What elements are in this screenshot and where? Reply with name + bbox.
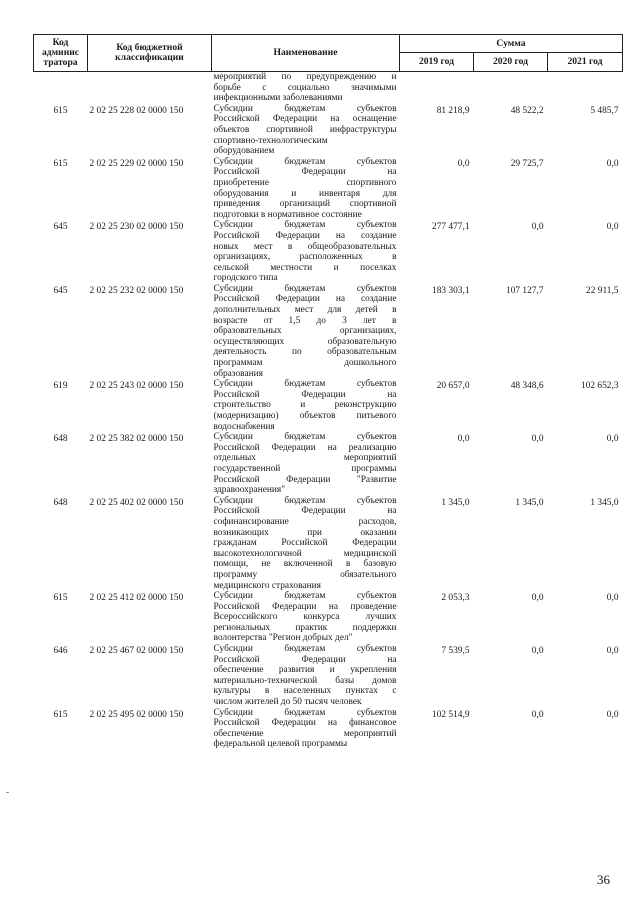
scan-mark: [6, 792, 9, 793]
name-line: приведения организаций спортивной: [213, 199, 397, 210]
name-line: программам дошкольного: [213, 358, 397, 369]
amount-2021-cell: 1 345,0: [590, 497, 619, 508]
name-line: возникающих при оказании: [213, 527, 397, 538]
budget-code-cell: [88, 72, 212, 104]
name-line: Российской Федерации на: [213, 654, 397, 665]
table-row: [34, 591, 623, 644]
budget-code-cell: 2 02 25 412 02 0000 150: [89, 593, 184, 604]
amount-2019-cell: 0,0: [457, 434, 470, 445]
amount-2021-cell: 5 485,7: [590, 105, 619, 116]
name-line: возрасте от 1,5 до 3 лет в: [213, 315, 397, 326]
name-line: приобретение спортивного: [213, 177, 397, 188]
name-line: программу обязательного: [213, 569, 397, 580]
header-year-2021: 2021 год: [548, 53, 623, 72]
name-line: Российской Федерации на: [213, 167, 397, 178]
amount-2020-cell: 0,0: [531, 222, 544, 233]
admin-code-cell: 615: [53, 158, 68, 169]
name-line: Субсидии бюджетам субъектов: [213, 432, 397, 443]
amount-2020-cell: 0,0: [531, 646, 544, 657]
name-line: Субсидии бюджетам субъектов: [213, 495, 397, 506]
amount-2019-cell: 7 539,5: [441, 646, 470, 657]
name-line: региональных практик поддержки: [213, 622, 397, 633]
budget-code-cell: 2 02 25 402 02 0000 150: [89, 497, 184, 508]
table-row: [34, 284, 623, 379]
name-line: спортивно-технологическим: [213, 135, 328, 146]
name-line: материально-технической базы домов: [213, 675, 397, 686]
admin-code-cell: 648: [53, 497, 68, 508]
name-cell: [212, 72, 400, 104]
name-line: Российской Федерации на оснащение: [213, 114, 397, 125]
amount-2019-cell: 0,0: [457, 158, 470, 169]
header-sum: Сумма: [400, 35, 623, 53]
name-line: Российской Федерации "Развитие: [213, 474, 397, 485]
name-line: Российской Федерации на проведение: [213, 601, 397, 612]
admin-code-cell: 646: [53, 646, 68, 657]
amount-2020-cell: [474, 72, 548, 104]
name-line: Российской Федерации на создание: [213, 230, 397, 241]
amount-2021-cell: 0,0: [606, 434, 619, 445]
name-line: культуры в населенных пунктах с: [213, 686, 397, 697]
name-line: оборудованием: [213, 146, 275, 157]
admin-code-cell: 645: [53, 285, 68, 296]
budget-code-cell: 2 02 25 232 02 0000 150: [89, 285, 184, 296]
admin-code-cell: [34, 72, 88, 104]
name-cell: [212, 496, 400, 591]
budget-code-cell: 2 02 25 382 02 0000 150: [89, 434, 184, 445]
name-line: обеспечение развития и укрепления: [213, 665, 397, 676]
name-line: отдельных мероприятий: [213, 453, 397, 464]
name-cell: [212, 379, 400, 432]
name-line: Субсидии бюджетам субъектов: [213, 379, 397, 390]
name-cell: [212, 708, 400, 750]
amount-2020-cell: 107 127,7: [506, 285, 544, 296]
amount-2021-cell: 102 652,3: [581, 381, 619, 392]
table-header: [34, 35, 623, 72]
amount-2019-cell: 277 477,1: [432, 222, 470, 233]
budget-code-cell: 2 02 25 230 02 0000 150: [89, 222, 184, 233]
name-line: Субсидии бюджетам субъектов: [213, 591, 397, 602]
amount-2021-cell: 0,0: [606, 158, 619, 169]
name-line: образовательных организациях,: [213, 326, 397, 337]
amount-2021-cell: 0,0: [606, 222, 619, 233]
name-line: высокотехнологичной медицинской: [213, 548, 397, 559]
table-row: [34, 496, 623, 591]
name-line: числом жителей до 50 тысяч человек: [213, 697, 362, 708]
name-line: софинансирование расходов,: [213, 516, 397, 527]
admin-code-cell: 615: [53, 105, 68, 116]
amount-2020-cell: 48 348,6: [510, 381, 544, 392]
name-cell: [212, 104, 400, 157]
name-line: сельской местности и поселках: [213, 262, 397, 273]
name-line: инфекционными заболеваниями: [213, 93, 343, 104]
header-admin-code: Код админис тратора: [34, 35, 88, 72]
name-line: здравоохранения": [213, 485, 286, 496]
table-row: [34, 104, 623, 157]
amount-2020-cell: 48 522,2: [510, 105, 544, 116]
amount-2021-cell: 0,0: [606, 709, 619, 720]
amount-2019-cell: [400, 72, 474, 104]
amount-2019-cell: 2 053,3: [441, 593, 470, 604]
amount-2019-cell: 20 657,0: [436, 381, 470, 392]
budget-table: [33, 34, 623, 750]
header-year-2020: 2020 год: [474, 53, 548, 72]
amount-2020-cell: 0,0: [531, 434, 544, 445]
name-line: помощи, не включенной в базовую: [213, 559, 397, 570]
table-row: [34, 644, 623, 708]
amount-2019-cell: 102 514,9: [432, 709, 470, 720]
name-line: федеральной целевой программы: [213, 739, 348, 750]
budget-code-cell: 2 02 25 229 02 0000 150: [89, 158, 184, 169]
name-line: (модернизацию) объектов питьевого: [213, 411, 397, 421]
amount-2021-cell: [548, 72, 623, 104]
budget-code-cell: 2 02 25 243 02 0000 150: [89, 381, 184, 392]
amount-2021-cell: 0,0: [606, 646, 619, 657]
table-row: [34, 708, 623, 750]
name-line: государственной программы: [213, 463, 397, 474]
name-cell: [212, 644, 400, 708]
name-line: Субсидии бюджетам субъектов: [213, 220, 397, 231]
name-line: Субсидии бюджетам субъектов: [213, 707, 397, 718]
amount-2020-cell: 0,0: [531, 593, 544, 604]
name-line: подготовки в нормативное состояние: [213, 209, 362, 220]
name-line: объектов спортивной инфраструктуры: [213, 124, 397, 135]
name-line: Субсидии бюджетам субъектов: [213, 156, 397, 167]
admin-code-cell: 619: [53, 381, 68, 392]
name-line: новых мест в общеобразовательных: [213, 241, 397, 252]
page-number: 36: [597, 872, 610, 887]
name-line: гражданам Российской Федерации: [213, 538, 397, 549]
name-line: медицинского страхования: [213, 580, 321, 591]
admin-code-cell: 648: [53, 434, 68, 445]
name-line: Российской Федерации на реализацию: [213, 442, 397, 453]
amount-2019-cell: 183 303,1: [432, 285, 470, 296]
name-line: Субсидии бюджетам субъектов: [213, 283, 397, 294]
name-line: Российской Федерации на создание: [213, 294, 397, 305]
name-line: осуществляющих образовательную: [213, 336, 397, 347]
amount-2021-cell: 22 911,5: [586, 285, 619, 296]
name-line: городского типа: [213, 273, 278, 284]
name-cell: [212, 591, 400, 644]
amount-2019-cell: 81 218,9: [436, 105, 470, 116]
name-cell: [212, 220, 400, 284]
name-line: оборудования и инвентаря для: [213, 188, 397, 199]
name-line: борьбе с социально значимыми: [213, 82, 397, 93]
amount-2020-cell: 1 345,0: [515, 497, 544, 508]
name-line: Российской Федерации на: [213, 506, 397, 517]
header-year-2019: 2019 год: [400, 53, 474, 72]
name-line: Всероссийского конкурса лучших: [213, 612, 397, 623]
name-cell: [212, 157, 400, 221]
admin-code-cell: 615: [53, 593, 68, 604]
name-line: деятельность по образовательным: [213, 347, 397, 358]
name-line: организациях, расположенных в: [213, 252, 397, 263]
name-line: Субсидии бюджетам субъектов: [213, 103, 397, 114]
name-line: дополнительных мест для детей в: [213, 305, 397, 316]
table-row: [34, 72, 623, 104]
header-budget-code: Код бюджетной классификации: [88, 35, 212, 72]
name-line: обеспечение мероприятий: [213, 728, 397, 739]
amount-2021-cell: 0,0: [606, 593, 619, 604]
name-line: мероприятий по предупреждению и: [213, 72, 397, 82]
table-body: [34, 72, 623, 751]
header-name: Наименование: [212, 35, 400, 72]
budget-code-cell: 2 02 25 228 02 0000 150: [89, 105, 184, 116]
amount-2020-cell: 0,0: [531, 709, 544, 720]
name-line: Российской Федерации на: [213, 389, 397, 400]
name-line: волонтерства "Регион добрых дел": [213, 633, 353, 644]
name-line: Российской Федерации на финансовое: [213, 718, 397, 729]
table-row: [34, 220, 623, 284]
table-row: [34, 379, 623, 432]
name-line: строительство и реконструкцию: [213, 400, 397, 411]
budget-code-cell: 2 02 25 467 02 0000 150: [89, 646, 184, 657]
table-row: [34, 157, 623, 221]
admin-code-cell: 615: [53, 709, 68, 720]
name-cell: [212, 284, 400, 379]
amount-2019-cell: 1 345,0: [441, 497, 470, 508]
admin-code-cell: 645: [53, 222, 68, 233]
name-line: водоснабжения: [213, 421, 275, 432]
name-cell: [212, 432, 400, 496]
name-line: образования: [213, 368, 263, 379]
amount-2020-cell: 29 725,7: [510, 158, 544, 169]
budget-code-cell: 2 02 25 495 02 0000 150: [89, 709, 184, 720]
name-line: Субсидии бюджетам субъектов: [213, 644, 397, 655]
table-row: [34, 432, 623, 496]
